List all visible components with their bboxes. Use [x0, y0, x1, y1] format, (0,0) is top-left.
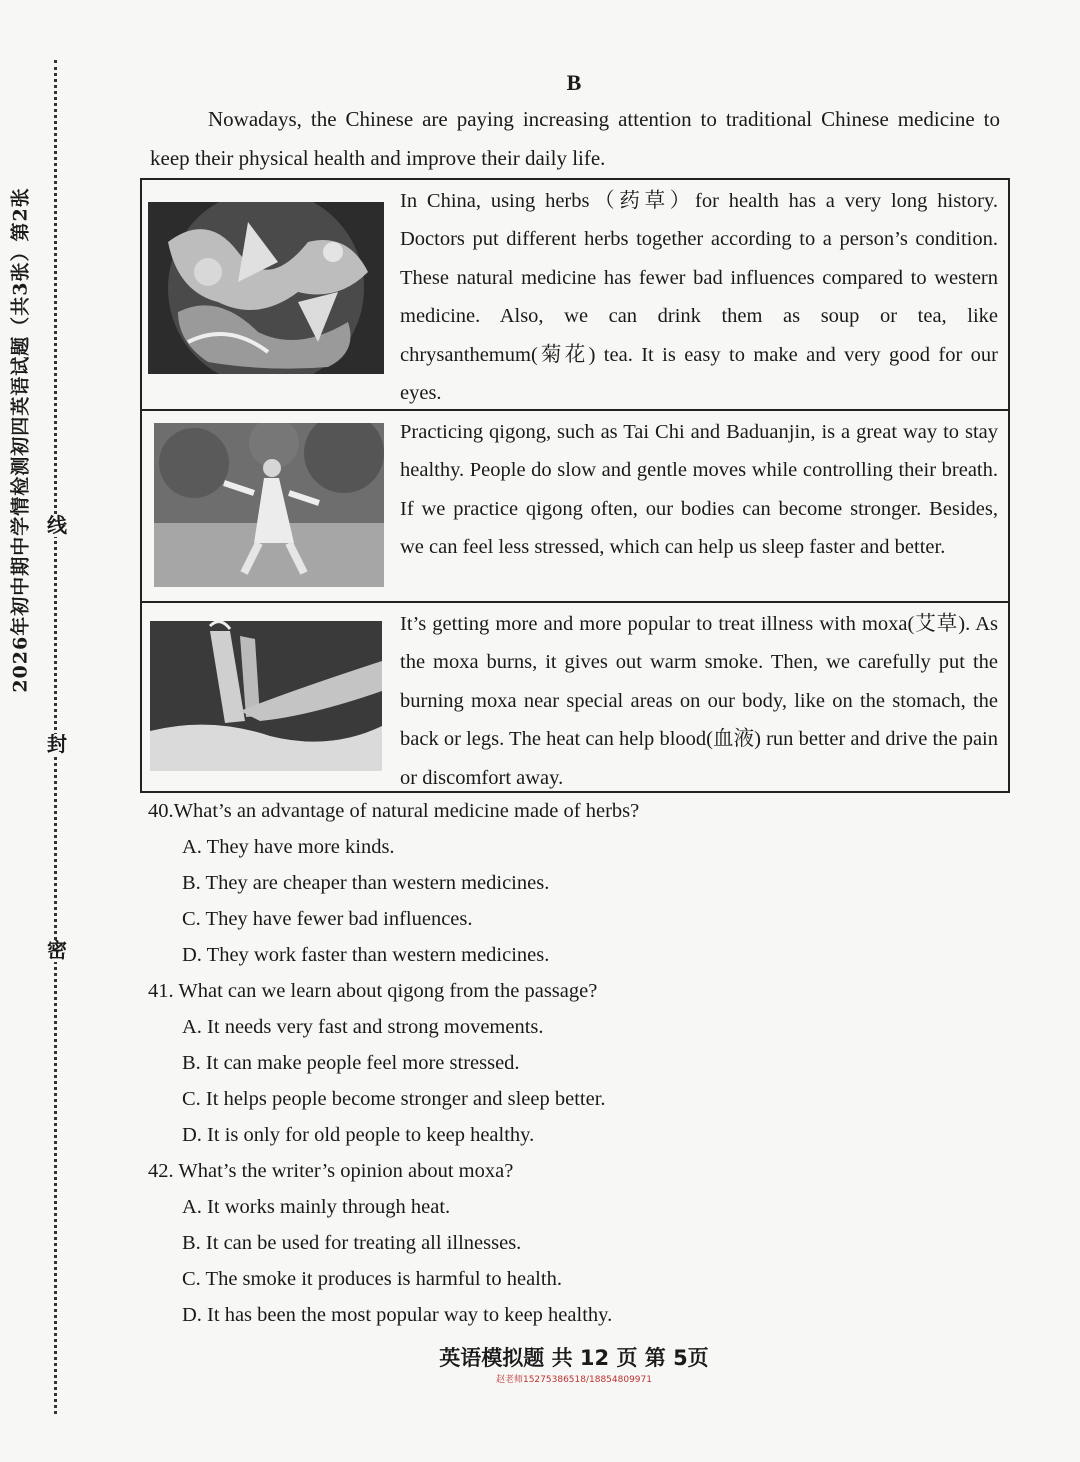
question-list	[148, 795, 1028, 1335]
herbs-image	[148, 202, 384, 374]
herbs-text: In China, using herbs（药草）for health has a very long history. Doctors put different herbs together according to a person’s condition. These natural medicine has fewer bad influences compared to western medicine. Also, we can drink them as soup or tea, like chrysanthemum(菊花) tea. It is easy to make and very good for our eyes.	[400, 190, 998, 405]
exam-title-text: 2026年初中期中学情检测初四英语试题（共3张）第2张	[9, 187, 32, 693]
question-41-option-b: B. It can make people feel more stressed.	[182, 1052, 520, 1074]
margin-mark-xian: 线	[47, 515, 67, 537]
question-40-option-b: B. They are cheaper than western medicines.	[182, 872, 550, 894]
table-row-qigong	[142, 409, 1008, 601]
qigong-photo	[142, 411, 398, 601]
intro-paragraph: Nowadays, the Chinese are paying increasing attention to traditional Chinese medicine to keep their physical health and improve their daily life.	[150, 107, 1000, 170]
question-42-stem: 42. What’s the writer’s opinion about moxa?	[148, 1160, 514, 1182]
question-40-option-a: A. They have more kinds.	[182, 836, 395, 858]
question-42-option-b: B. It can be used for treating all illnesses.	[182, 1232, 522, 1254]
section-heading: B	[566, 70, 582, 95]
reading-table	[140, 178, 1010, 793]
moxa-photo	[142, 603, 398, 791]
question-41-stem: 41. What can we learn about qigong from the passage?	[148, 980, 598, 1002]
question-40-option-d: D. They work faster than western medicines.	[182, 944, 550, 966]
qigong-image	[154, 423, 384, 587]
qigong-text: Practicing qigong, such as Tai Chi and Baduanjin, is a great way to stay healthy. People do slow and gentle moves while controlling their breath. If we practice qigong often, our bodies can become stronger. Besides, we can feel less stressed, which can help us sleep faster and better.	[400, 421, 998, 559]
question-42-option-c: C. The smoke it produces is harmful to health.	[182, 1268, 562, 1290]
table-row-herbs	[142, 180, 1008, 409]
exam-vertical-title	[2, 160, 36, 720]
question-41-option-d: D. It is only for old people to keep healthy.	[182, 1124, 535, 1146]
question-40-stem: 40.What’s an advantage of natural medicine made of herbs?	[148, 800, 640, 822]
question-41-option-c: C. It helps people become stronger and sleep better.	[182, 1088, 606, 1110]
page-footer: 英语模拟题 共 12 页 第 5页	[439, 1346, 709, 1370]
question-40-option-c: C. They have fewer bad influences.	[182, 908, 473, 930]
margin-mark-mi: 密	[47, 940, 67, 962]
question-42-option-d: D. It has been the most popular way to keep healthy.	[182, 1304, 613, 1326]
moxa-text: It’s getting more and more popular to treat illness with moxa(艾草). As the moxa burns, it gives out warm smoke. Then, we carefully put the burning moxa near special areas on our body, like on the stomach, the back or legs. The heat can help blood(血液) run better and drive the pain or discomfort away.	[400, 613, 998, 789]
question-42-option-a: A. It works mainly through heat.	[182, 1196, 451, 1218]
question-41-option-a: A. It needs very fast and strong movements.	[182, 1016, 544, 1038]
table-row-moxa	[142, 601, 1008, 791]
moxa-image	[150, 621, 382, 771]
margin-mark-feng: 封	[47, 734, 67, 756]
contact-watermark: 赵老师15275386518/18854809971	[495, 1375, 652, 1385]
herbs-photo	[142, 180, 398, 409]
